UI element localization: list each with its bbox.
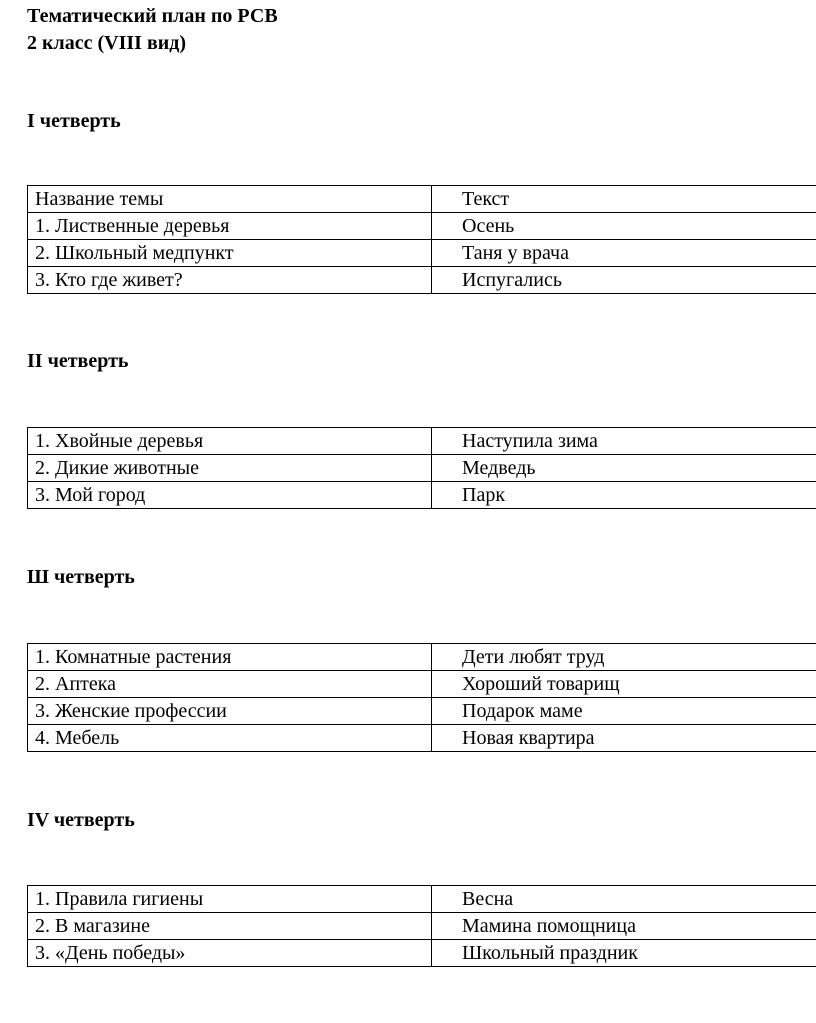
text-cell: Весна	[432, 886, 816, 913]
topic-cell: 2. В магазине	[28, 913, 432, 940]
table-row	[28, 886, 816, 913]
topic-cell: 3. Женские профессии	[28, 698, 432, 725]
text-cell: Мамина помощница	[432, 913, 816, 940]
topic-cell: 2. Дикие животные	[28, 455, 432, 482]
text-cell: Таня у врача	[432, 240, 816, 267]
table-row	[28, 725, 816, 752]
topic-cell: 3. Мой город	[28, 482, 432, 509]
table-row	[28, 267, 816, 294]
topic-cell: 1. Лиственные деревья	[28, 213, 432, 240]
text-cell: Хороший товарищ	[432, 671, 816, 698]
topic-cell: 3. Кто где живет?	[28, 267, 432, 294]
text-cell: Медведь	[432, 455, 816, 482]
table-row	[28, 428, 816, 455]
quarter-3-heading: Ш четверть	[27, 566, 135, 588]
table-row	[28, 698, 816, 725]
quarter-3-table	[27, 643, 816, 752]
table-row	[28, 482, 816, 509]
text-cell: Подарок маме	[432, 698, 816, 725]
topic-cell: 2. Школьный медпункт	[28, 240, 432, 267]
header-topic: Название темы	[28, 186, 432, 213]
topic-cell: 4. Мебель	[28, 725, 432, 752]
title-line-1: Тематический план по РСВ	[27, 5, 278, 27]
topic-cell: 1. Комнатные растения	[28, 644, 432, 671]
topic-cell: 3. «День победы»	[28, 940, 432, 967]
quarter-4-table	[27, 885, 816, 967]
topic-cell: 1. Хвойные деревья	[28, 428, 432, 455]
table-row	[28, 455, 816, 482]
header-text: Текст	[432, 186, 816, 213]
text-cell: Новая квартира	[432, 725, 816, 752]
table-row	[28, 940, 816, 967]
text-cell: Наступила зима	[432, 428, 816, 455]
text-cell: Испугались	[432, 267, 816, 294]
table-row	[28, 213, 816, 240]
text-cell: Школьный праздник	[432, 940, 816, 967]
text-cell: Парк	[432, 482, 816, 509]
quarter-2-heading: II четверть	[27, 350, 129, 372]
table-row	[28, 913, 816, 940]
table-row	[28, 671, 816, 698]
table-row	[28, 240, 816, 267]
text-cell: Осень	[432, 213, 816, 240]
quarter-2-table	[27, 427, 816, 509]
topic-cell: 2. Аптека	[28, 671, 432, 698]
table-header-row	[28, 186, 816, 213]
table-row	[28, 644, 816, 671]
text-cell: Дети любят труд	[432, 644, 816, 671]
topic-cell: 1. Правила гигиены	[28, 886, 432, 913]
quarter-1-table	[27, 185, 816, 294]
quarter-1-heading: I четверть	[27, 110, 121, 132]
quarter-4-heading: IV четверть	[27, 809, 135, 831]
title-line-2: 2 класс (VIII вид)	[27, 32, 187, 54]
